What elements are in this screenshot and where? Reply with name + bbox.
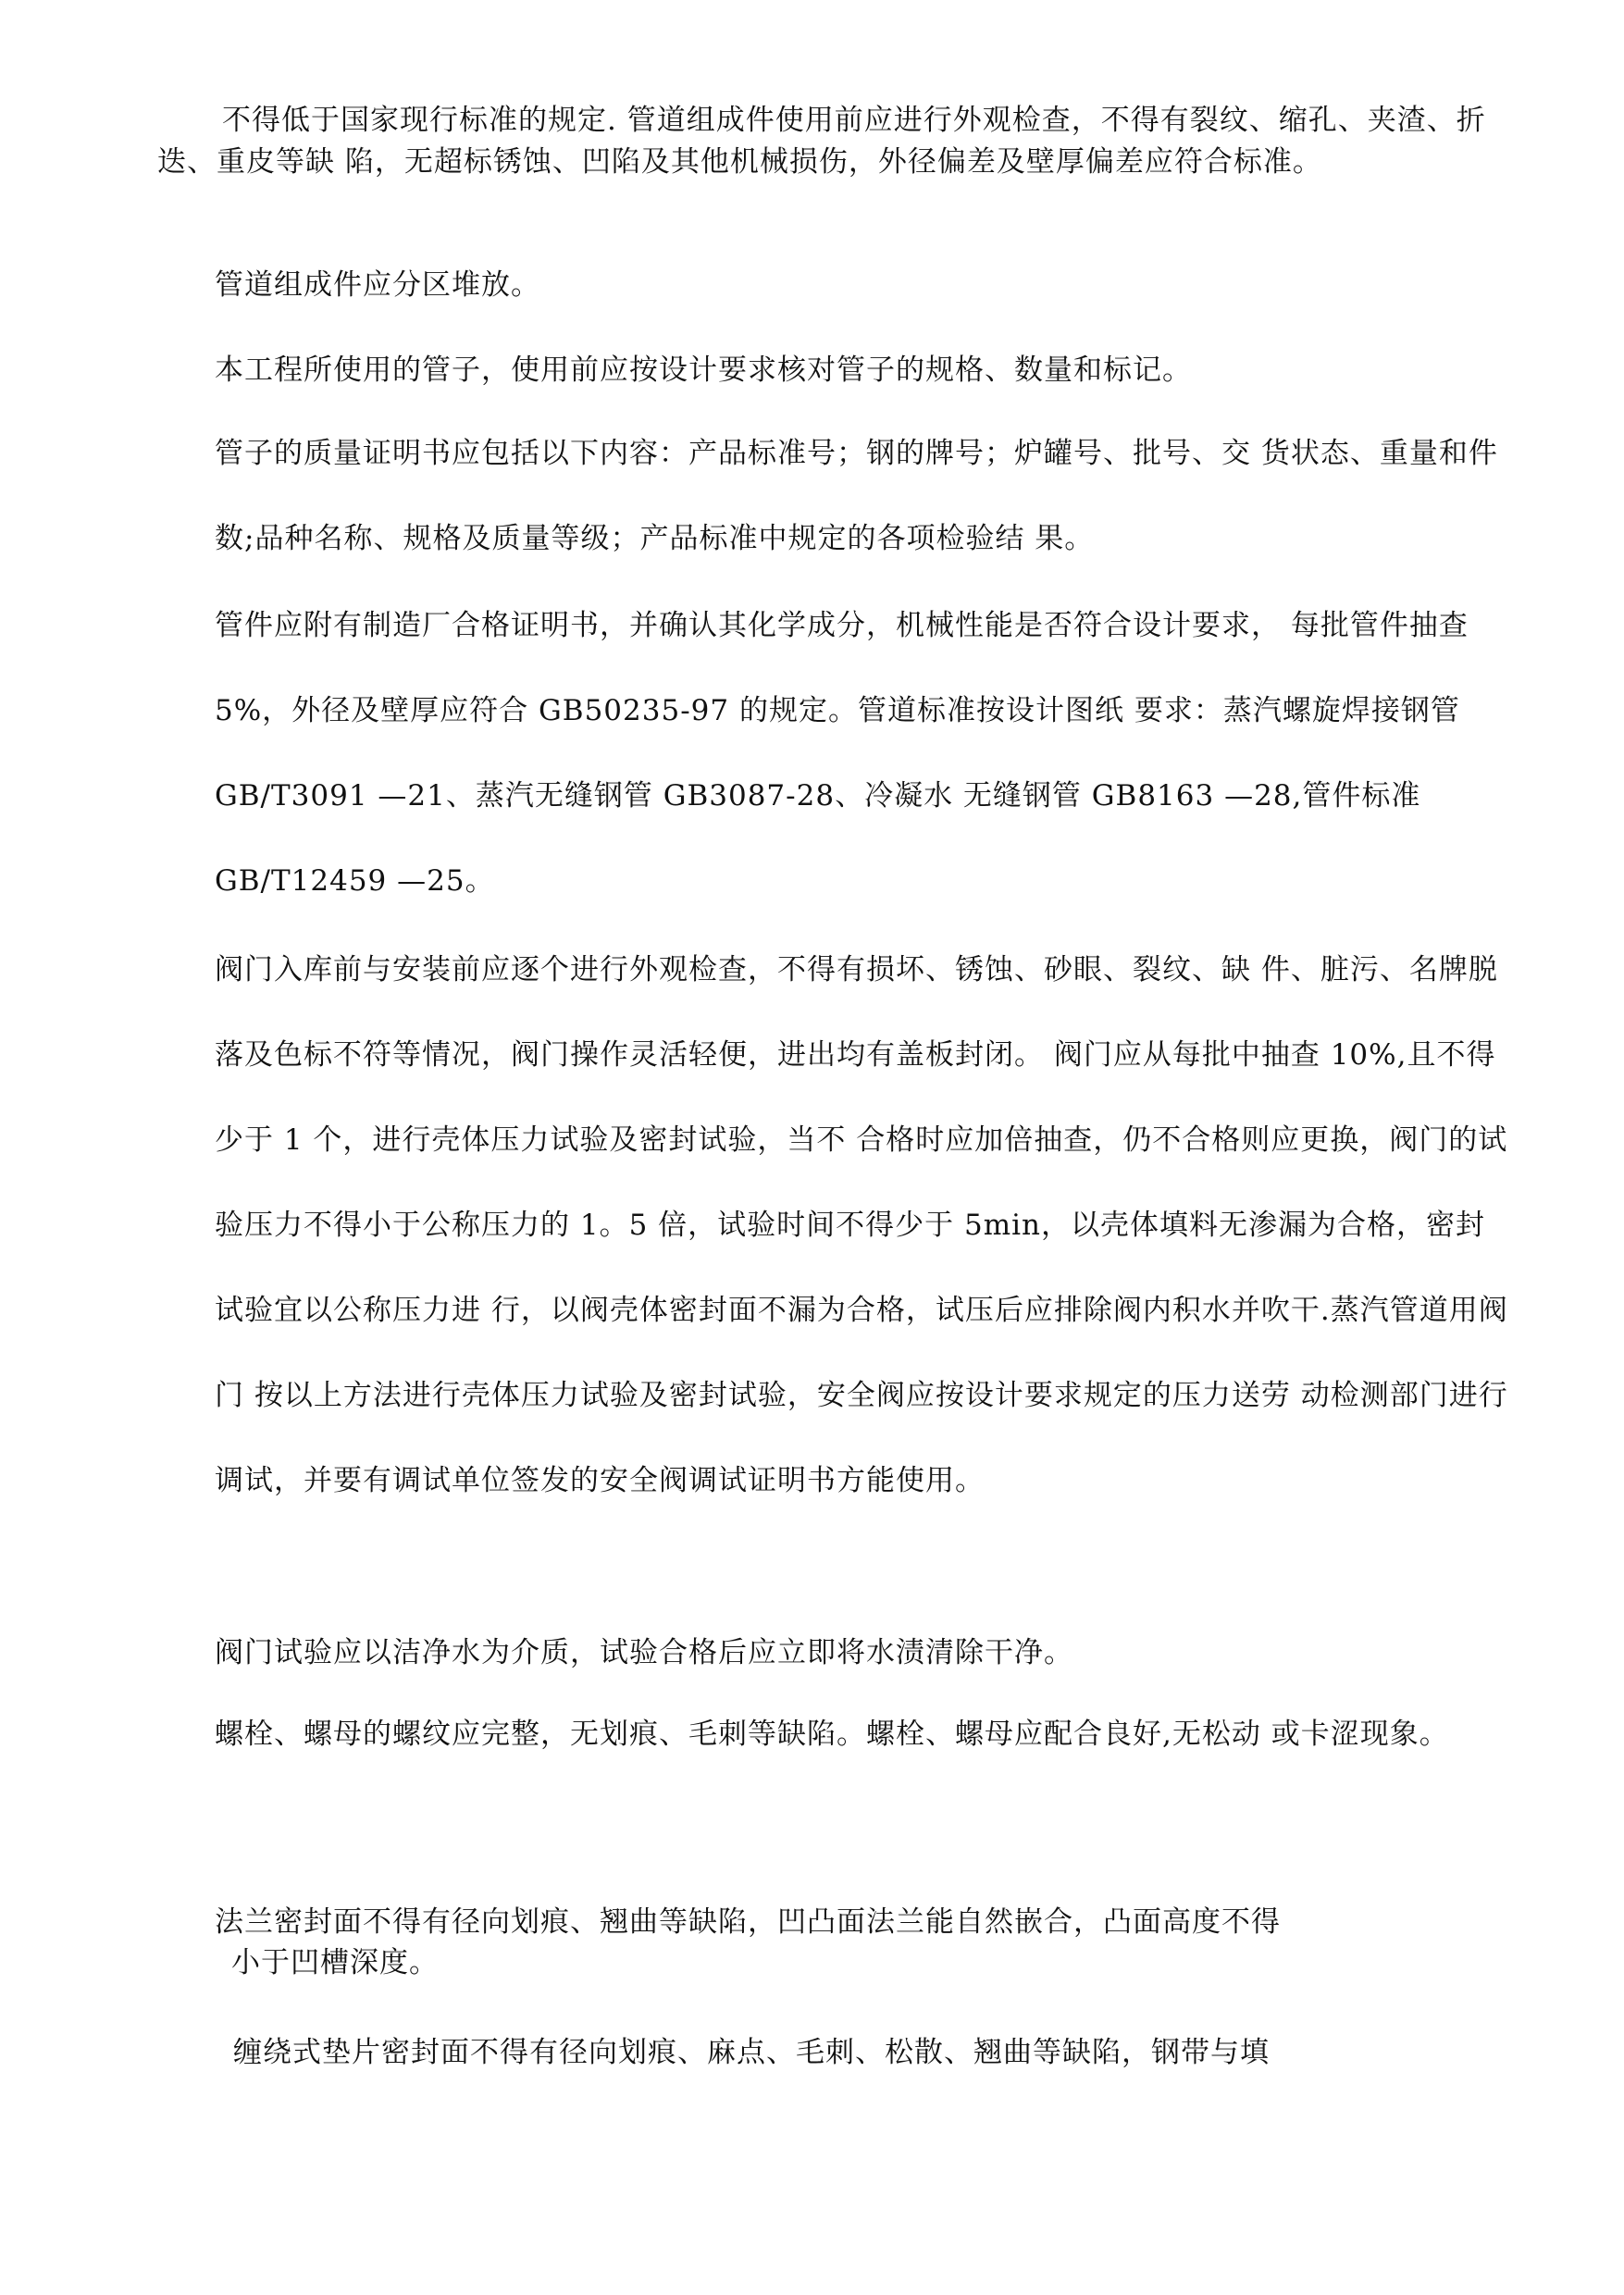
paragraph-valve-test-medium: 阀门试验应以洁净水为介质，试验合格后应立即将水渍清除干净。 [215,1636,1073,1669]
paragraph-fittings-standards: 管件应附有制造厂合格证明书，并确认其化学成分，机械性能是否符合设计要求， 每批管件抽查 5%，外径及壁厚应符合 GB50235-97 的规定。管道标准按设计图纸 要求：蒸汽螺旋焊接钢管 GB/T3091 —21、蒸汽无缝钢管 GB3087-28、冷凝水 无缝钢管 GB8163 —28,管件标准 GB/T12459 —25。 [215,609,1469,898]
paragraph-wound-gasket: 缠绕式垫片密封面不得有径向划痕、麻点、毛刺、松散、翘曲等缺陷，钢带与填 [233,2036,1270,2069]
paragraph-flange-sealing [215,1902,1418,1983]
paragraph-quality-certificate: 管子的质量证明书应包括以下内容：产品标准号；钢的牌号；炉罐号、批号、交 货状态、重量和件数;品种名称、规格及质量等级；产品标准中规定的各项检验结 果。 [215,437,1498,555]
paragraph-pipe-component-inspection: 不得低于国家现行标准的规定. 管道组成件使用前应进行外观检查，不得有裂纹、缩孔、夹渣、折迭、重皮等缺 陷，无超标锈蚀、凹陷及其他机械损伤，外径偏差及壁厚偏差应符合标准。 [157,104,1486,179]
flange-line-1: 法兰密封面不得有径向划痕、翘曲等缺陷，凹凸面法兰能自然嵌合，凸面高度不得 [215,1905,1281,1939]
flange-line-2: 小于凹槽深度。 [231,1946,439,1979]
paragraph-pipe-check: 本工程所使用的管子，使用前应按设计要求核对管子的规格、数量和标记。 [215,354,1192,387]
paragraph-storage: 管道组成件应分区堆放。 [215,268,540,302]
paragraph-bolts-nuts: 螺栓、螺母的螺纹应完整，无划痕、毛刺等缺陷。螺栓、螺母应配合良好,无松动 或卡涩现象。 [215,1718,1449,1751]
paragraph-valve-inspection: 阀门入库前与安装前应逐个进行外观检查，不得有损坏、锈蚀、砂眼、裂纹、缺 件、脏污、名牌脱落及色标不符等情况，阀门操作灵活轻便，进出均有盖板封闭。 阀门应从每批中抽查 10%,且不得少于 1 个，进行壳体压力试验及密封试验，当不 合格时应加倍抽查，仍不合格则应更换，阀门的试验压力不得小于公称压力的 1。5 倍，试验时间不得少于 5min，以壳体填料无渗漏为合格，密封试验宜以公称压力进 行，以阀壳体密封面不漏为合格，试压后应排除阀内积水并吹干.蒸汽管道用阀门 按以上方法进行壳体压力试验及密封试验，安全阀应按设计要求规定的压力送劳 动检测部门进行调试，并要有调试单位签发的安全阀调试证明书方能使用。 [215,953,1508,1497]
